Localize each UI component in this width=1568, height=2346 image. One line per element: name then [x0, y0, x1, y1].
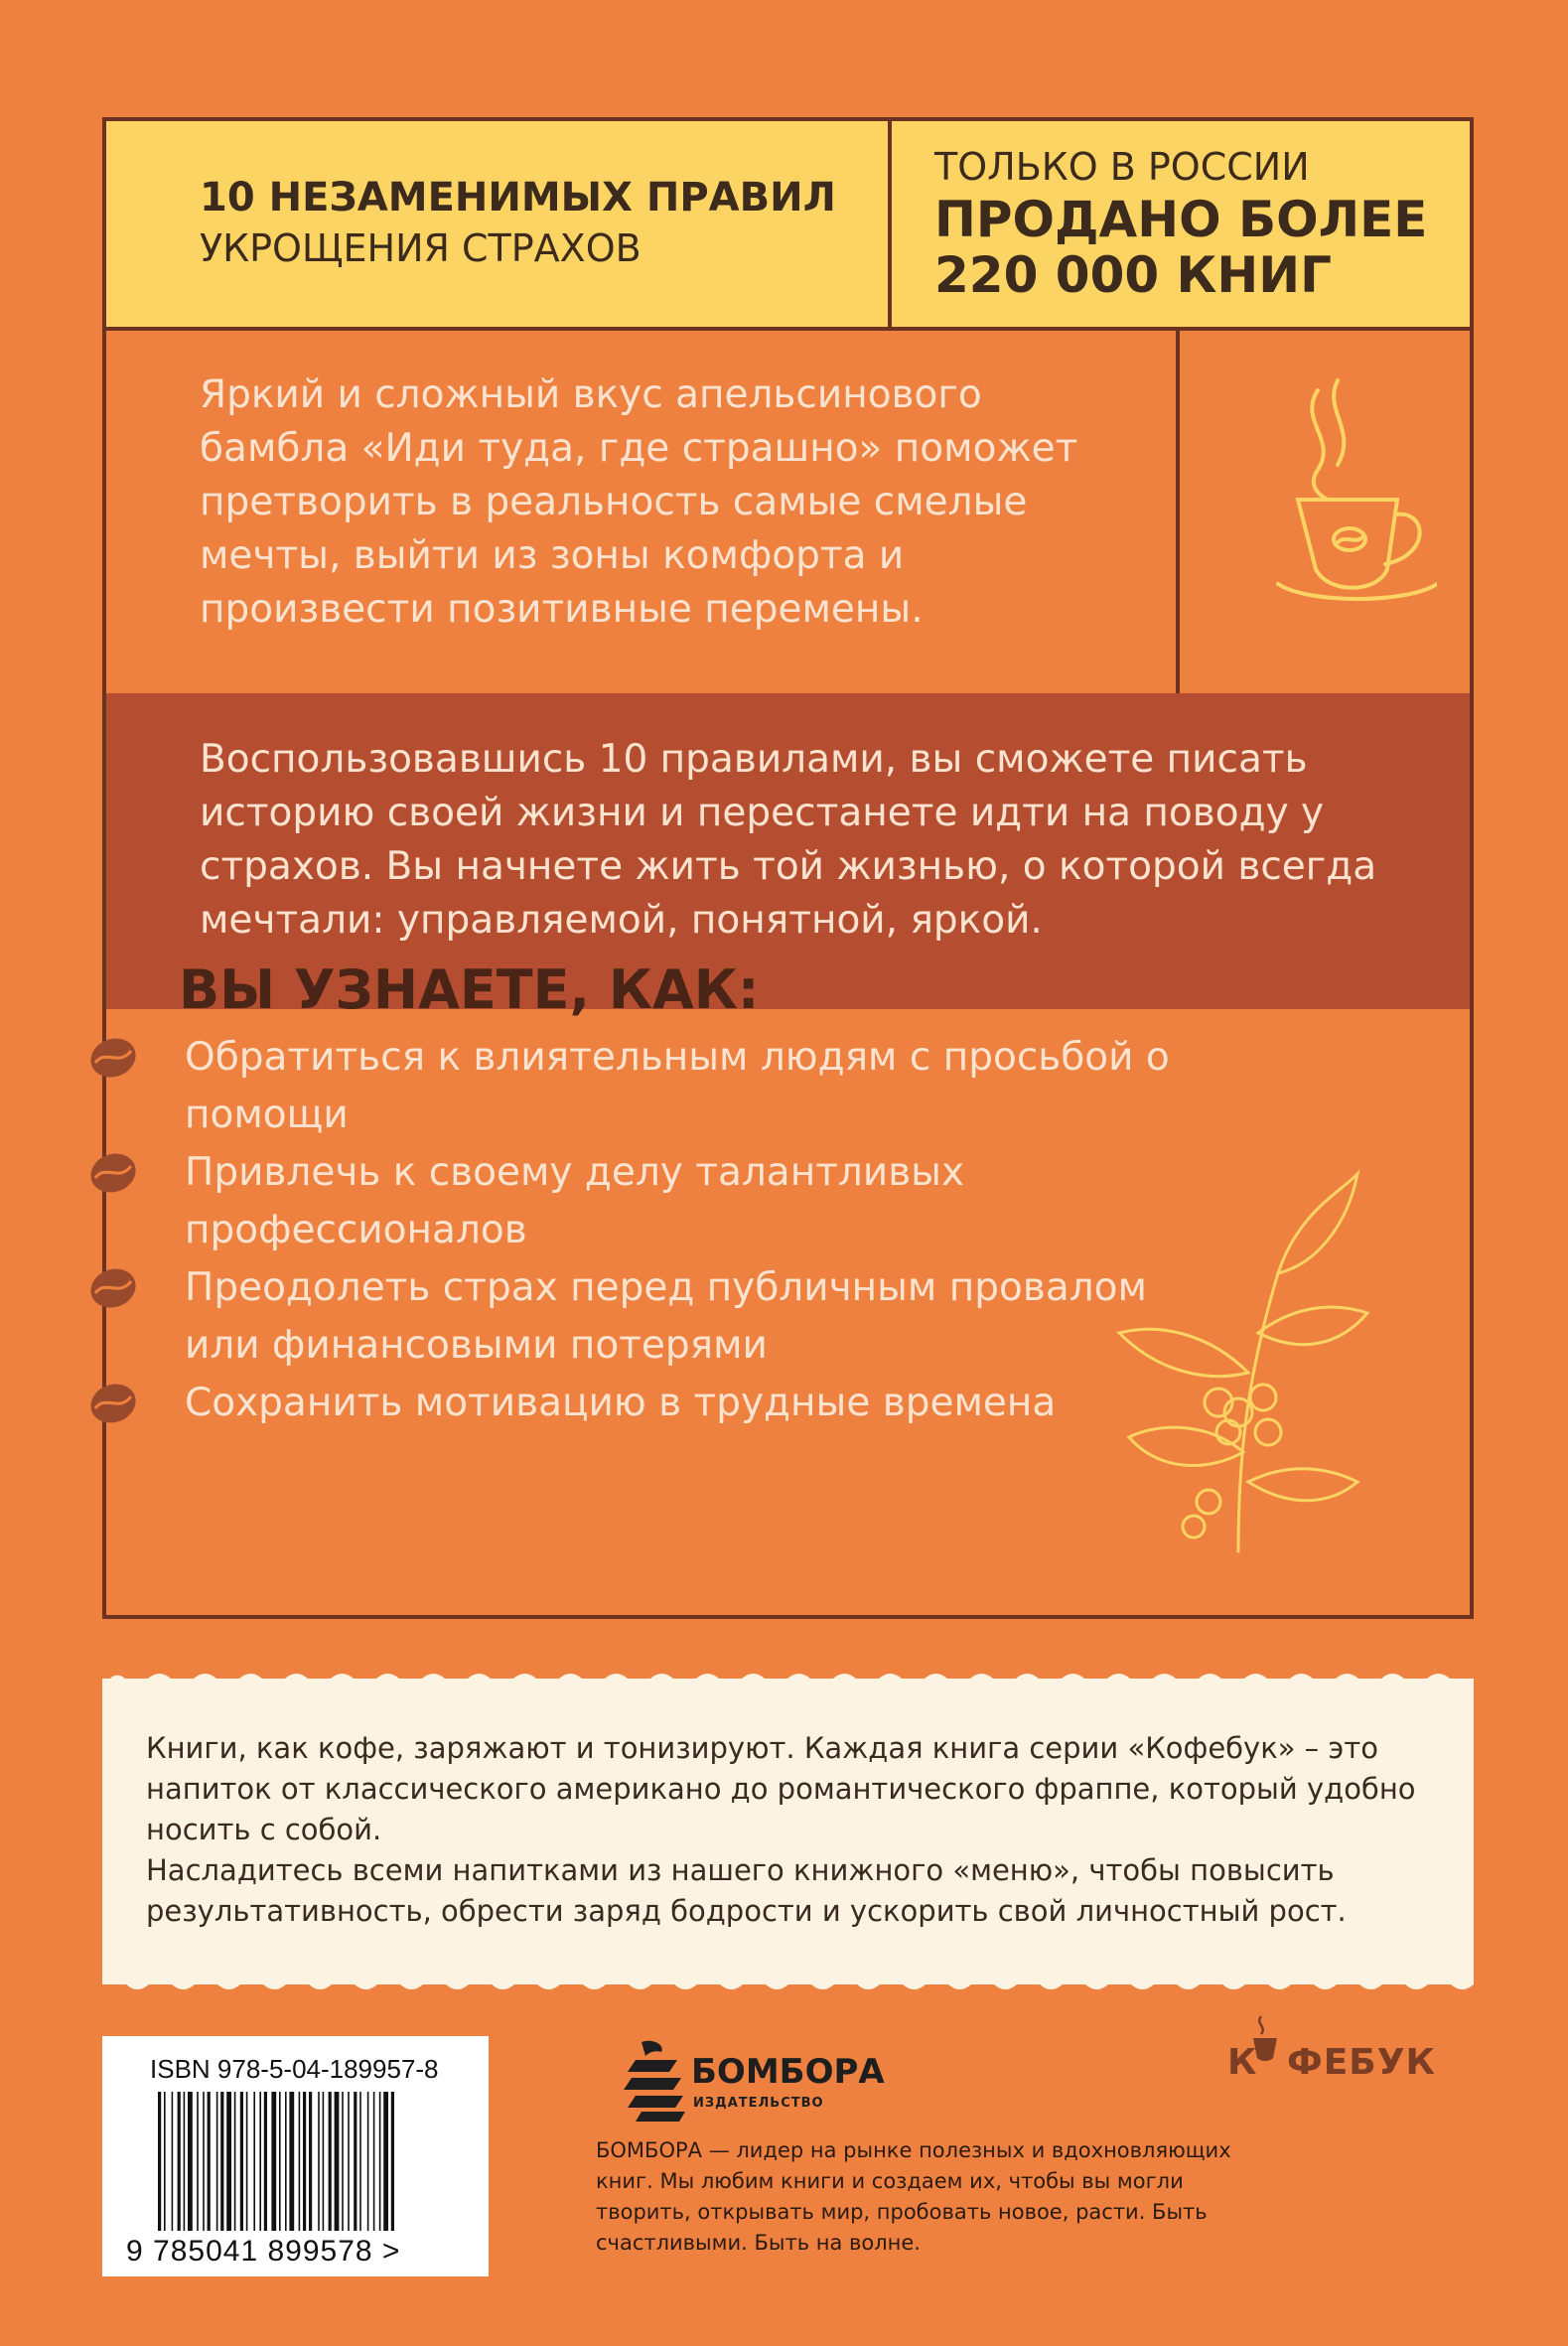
- barcode-bar: [172, 2092, 174, 2231]
- list-item: [89, 1029, 1231, 1144]
- coffee-cup-logo-icon: [1251, 2014, 1281, 2062]
- publisher-subtitle: ИЗДАТЕЛЬСТВО: [693, 2096, 824, 2111]
- learn-item-text: Сохранить мотивацию в трудные времена: [185, 1381, 1057, 1425]
- barcode-bar: [234, 2092, 236, 2231]
- barcode-bar: [279, 2092, 281, 2231]
- barcode-bar: [379, 2092, 381, 2231]
- barcode-bar: [220, 2092, 223, 2231]
- rules-text: Воспользовавшись 10 правилами, вы сможете писать историю своей жизни и перестанете идти на поводу у страхов. Вы начнете жить той жизнью, о которой всегда мечтали: управляемой, понятной, яркой.: [200, 737, 1377, 943]
- barcode-bar: [309, 2092, 312, 2231]
- publisher-logo-icon: [622, 2038, 691, 2122]
- barcode-bar: [367, 2092, 369, 2231]
- barcode-bar: [246, 2092, 248, 2231]
- coffee-bean-icon: [89, 1037, 137, 1079]
- ticket-top-edge: [102, 1669, 1474, 1688]
- barcode-bar: [259, 2092, 261, 2231]
- barcode-bar: [335, 2092, 340, 2231]
- barcode-bar: [329, 2092, 332, 2231]
- header-band: [106, 121, 1470, 331]
- learn-list: [89, 1029, 1231, 1432]
- barcode-bar: [303, 2092, 306, 2231]
- series-blurb-p1: Книги, как кофе, заряжают и тонизируют. Каждая книга серии «Кофебук» – это напиток от классического американо до романтического фраппе, который удобно носить с собой.: [146, 1731, 1416, 1846]
- barcode-bar: [354, 2092, 356, 2231]
- taste-divider: [1176, 331, 1180, 693]
- barcode-bar: [271, 2092, 276, 2231]
- header-divider: [888, 121, 892, 327]
- barcode-bar: [342, 2092, 344, 2231]
- barcode-digits: 9 785041 899578 >: [126, 2235, 401, 2268]
- barcode-bar: [184, 2092, 186, 2231]
- barcode-bar: [216, 2092, 218, 2231]
- series-logo-name: ФЕБУК: [1287, 2042, 1436, 2083]
- barcode-bar: [323, 2092, 325, 2231]
- list-item: [89, 1144, 1231, 1259]
- learn-item-text: Обратиться к влиятельным людям с просьбой о помощи: [185, 1035, 1170, 1137]
- barcode-bar: [299, 2092, 301, 2231]
- rules-heading: 10 НЕЗАМЕНИМЫХ ПРАВИЛ: [200, 175, 836, 220]
- series-logo-k: К: [1227, 2042, 1257, 2083]
- taste-section: [106, 331, 1470, 693]
- barcode-bar: [318, 2092, 320, 2231]
- coffee-bean-icon: [89, 1267, 137, 1309]
- list-item: [89, 1259, 1231, 1375]
- barcode-bar: [240, 2092, 243, 2231]
- coffee-cup-icon: [1238, 370, 1437, 629]
- sold-count: 220 000 КНИГ: [934, 246, 1332, 304]
- barcode-bar: [391, 2092, 394, 2231]
- barcode-bar: [253, 2092, 255, 2231]
- series-blurb-p2: Насладитесь всеми напитками из нашего книжного «меню», чтобы повысить результативность, обрести заряд бодрости и ускорить свой личностный рост.: [146, 1853, 1347, 1928]
- series-blurb-text: [146, 1728, 1447, 1932]
- barcode-bar: [164, 2092, 166, 2231]
- barcode-bar: [348, 2092, 350, 2231]
- learn-item-text: Преодолеть страх перед публичным провалом или финансовыми потерями: [185, 1265, 1147, 1368]
- learn-item-text: Привлечь к своему делу талантливых профессионалов: [185, 1150, 965, 1252]
- barcode-bar: [383, 2092, 388, 2231]
- barcode-bar: [203, 2092, 205, 2231]
- barcode-bar: [264, 2092, 267, 2231]
- barcode-bar: [373, 2092, 375, 2231]
- barcode-bar: [197, 2092, 199, 2231]
- series-blurb: [102, 1679, 1474, 1984]
- publisher-description: БОМБОРА — лидер на рынке полезных и вдохновляющих книг. Мы любим книги и создаем их, чтобы вы могли творить, открывать мир, пробовать новое, расти. Быть счастливыми. Быть на волне.: [596, 2138, 1231, 2255]
- isbn-label: ISBN 978-5-04-189957-8: [150, 2054, 439, 2084]
- sold-heading: ПРОДАНО БОЛЕЕ: [934, 191, 1428, 248]
- sold-caption: ТОЛЬКО В РОССИИ: [934, 145, 1310, 189]
- barcode-bar: [285, 2092, 287, 2231]
- coffee-bean-icon: [89, 1152, 137, 1194]
- barcode-bar: [289, 2092, 294, 2231]
- barcode-bar: [158, 2092, 161, 2231]
- barcode-panel: [102, 2036, 489, 2276]
- coffee-bean-icon: [89, 1383, 137, 1424]
- learn-title: ВЫ УЗНАЕТЕ, КАК:: [179, 958, 760, 1021]
- barcode-bar: [226, 2092, 231, 2231]
- barcode-bar: [188, 2092, 193, 2231]
- list-item: [89, 1375, 1231, 1432]
- barcode-bar: [178, 2092, 181, 2231]
- barcode-bar: [359, 2092, 361, 2231]
- publisher-name: БОМБОРА: [691, 2052, 885, 2092]
- rules-subheading: УКРОЩЕНИЯ СТРАХОВ: [200, 226, 641, 270]
- ticket-bottom-edge: [102, 1975, 1474, 1994]
- taste-text: Яркий и сложный вкус апельсинового бамбла «Иди туда, где страшно» поможет претворить в реальность самые смелые мечты, выйти из зоны комфорта и произвести позитивные перемены.: [200, 372, 1078, 632]
- barcode: [158, 2092, 466, 2231]
- barcode-bar: [208, 2092, 211, 2231]
